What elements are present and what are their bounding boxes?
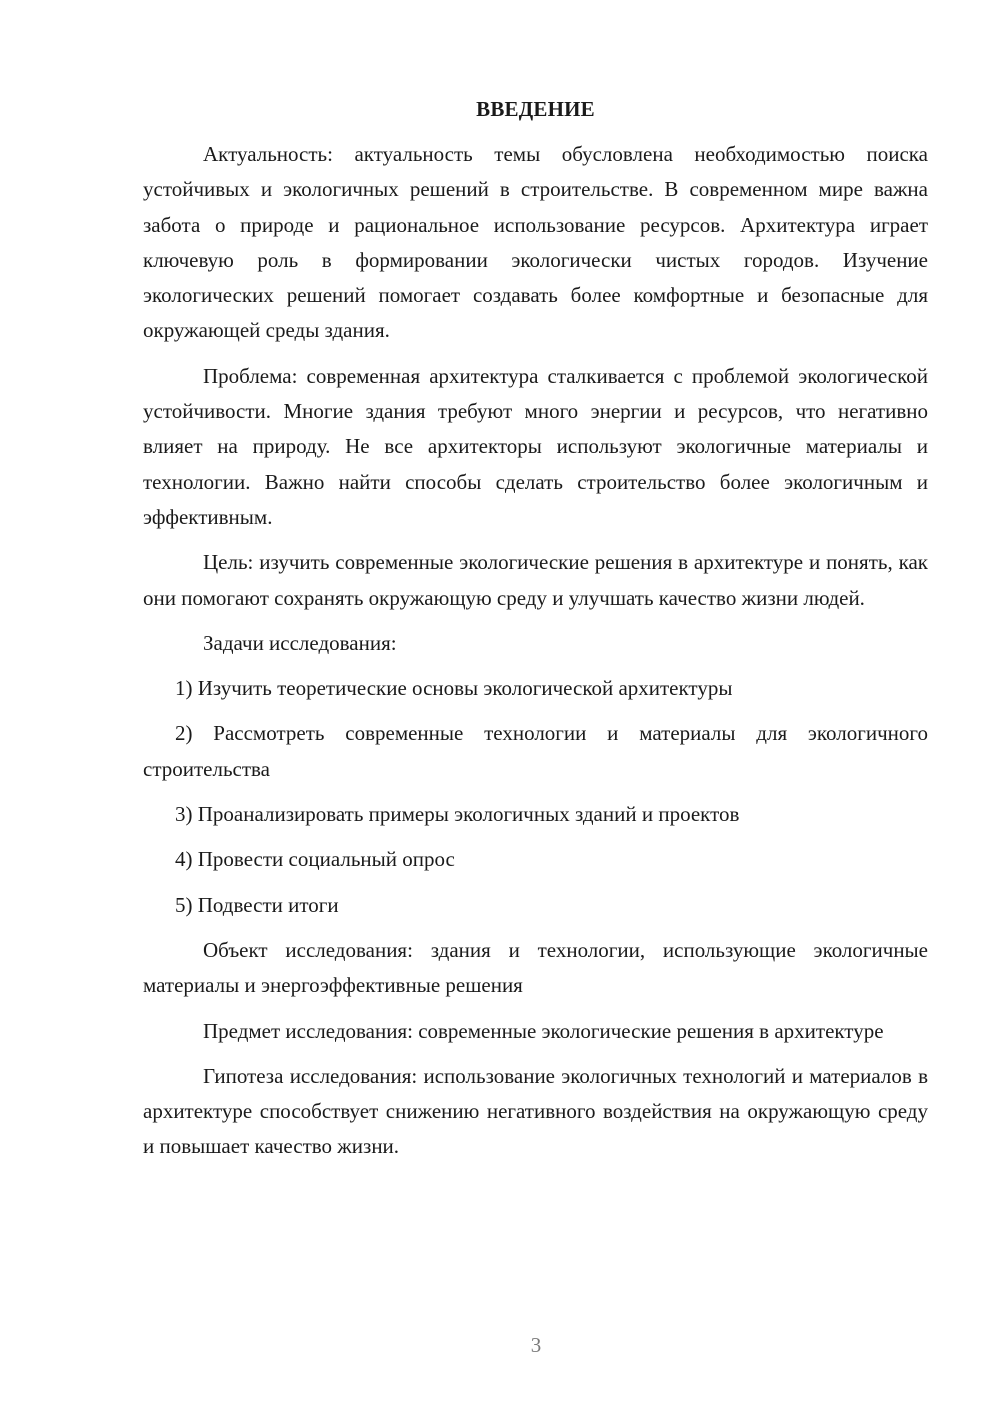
problem-paragraph: Проблема: современная архитектура сталкивается с проблемой экологической устойчивости. Многие здания требуют много энергии и ресурсов, что негативно влияет на природу. Не все архитекторы используют экологичные материалы и технологии. Важно найти способы сделать строительство более экологичным и эффективным. [143,363,928,529]
page-number: 3 [530,1333,542,1357]
section-title: ВВЕДЕНИЕ [476,97,595,121]
relevance-paragraph: Актуальность: актуальность темы обусловлена необходимостью поиска устойчивых и экологичных решений в строительстве. В современном мире важна забота о природе и рациональное использование ресурсов. Архитектура играет ключевую роль в формировании экологически чистых городов. Изучение экологических решений помогает создавать более комфортные и безопасные для окружающей среды здания. [143,142,928,343]
task-item: 2) Рассмотреть современные технологии и материалы для экологичного строительства [143,721,928,781]
tasks-heading: Задачи исследования: [203,630,397,655]
goal-paragraph: Цель: изучить современные экологические решения в архитектуре и понять, как они помогают сохранять окружающую среду и улучшать качество жизни людей. [143,550,928,610]
subject-paragraph: Предмет исследования: современные экологические решения в архитектуре [203,1018,884,1043]
object-paragraph: Объект исследования: здания и технологии, использующие экологичные материалы и энергоэффективные решения [143,937,928,998]
hypothesis-paragraph: Гипотеза исследования: использование экологичных технологий и материалов в архитектуре способствует снижению негативного воздействия на окружающую среду и повышает качество жизни. [143,1063,928,1159]
task-item: 4) Провести социальный опрос [175,847,455,872]
document-page [143,92,928,1175]
task-item: 1) Изучить теоретические основы экологической архитектуры [175,676,733,701]
task-item: 3) Проанализировать примеры экологичных зданий и проектов [175,802,740,827]
task-item: 5) Подвести итоги [175,892,339,917]
